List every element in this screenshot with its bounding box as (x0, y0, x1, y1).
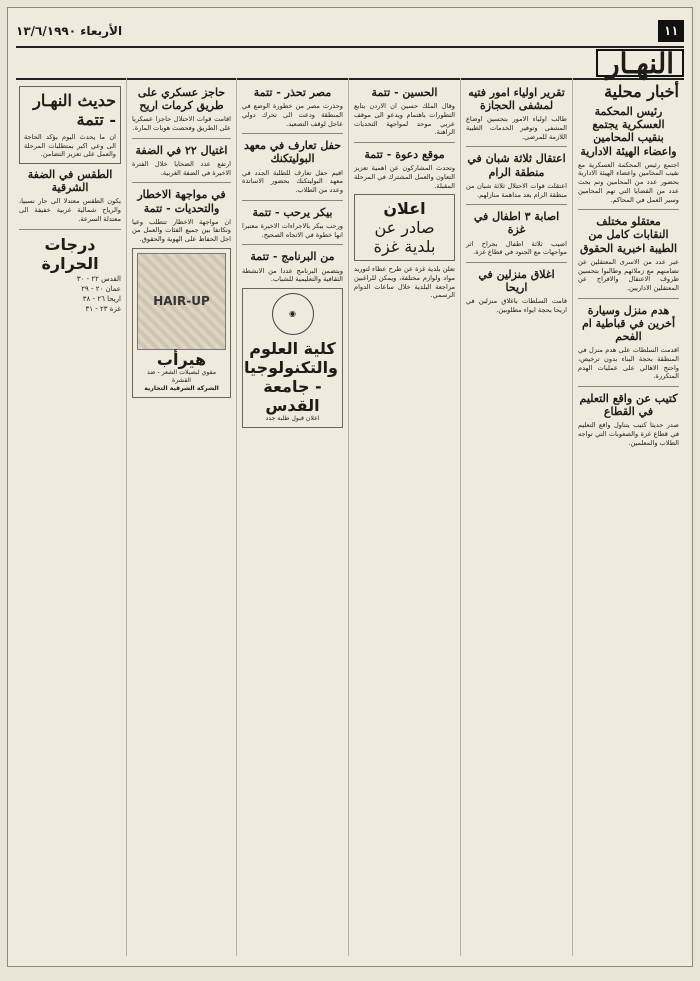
headline-4: اغلاق منزلين في اريحا (478, 268, 555, 295)
body-3: اقدمت السلطات على هدم منزل في المنطقة بحجة البناء بدون ترخيص، واحتج الاهالي على عمليات الهدم المتكررة. (578, 346, 679, 381)
divider (132, 182, 231, 183)
body-1: وقال الملك حسين ان الاردن يتابع التطورات باهتمام ويدعو الى موقف عربي موحد لمواجهة التحديات الراهنة. (354, 102, 455, 137)
divider (466, 146, 567, 147)
headline-1: تقرير اولياء امور فتيه لمشفى الحجازة (468, 86, 565, 113)
divider (242, 133, 343, 134)
brand-box (596, 46, 684, 80)
headline-3: بيكر يرحب - تتمة (252, 205, 333, 219)
body-1: طالب اولياء الامور بتحسين اوضاع المشفى وتوفير الخدمات الطبية اللازمة للمرضى. (466, 115, 567, 141)
opinion-body: ان ما يحدث اليوم يؤكد الحاجة الى وعي اكبر بمتطلبات المرحلة والعمل على تعزيز التضامن. (24, 133, 116, 159)
divider (19, 229, 121, 230)
body-3: ورحب بيكر بالاجراءات الاخيرة معتبرا انها خطوة في الاتجاه الصحيح. (242, 221, 343, 239)
body-3: تعلن بلدية غزة عن طرح عطاء لتوريد مواد ولوازم مختلفة، ويمكن للراغبين مراجعة البلدية خلال ساعات الدوام الرسمي. (354, 265, 455, 300)
temperature-item: غزة ٢٣ - ٣١ (85, 304, 121, 313)
ad-subtitle: اعلان قبول طلبة جدد (265, 414, 320, 422)
headline-1: مصر تحذر - تتمة (253, 86, 332, 99)
divider (242, 244, 343, 245)
temperature-item: اريحا ٢٦ - ٣٨ (82, 294, 121, 303)
municipality-ad (354, 194, 455, 261)
body-3: ان مواجهة الاخطار تتطلب وعيا وتكاتفا بين جميع الفئات والعمل من اجل الحفاظ على الهوية والحقوق. (132, 217, 231, 244)
headline-3: هدم منزل وسيارة أخرين في قباطية ام الفحم (581, 303, 676, 344)
divider (354, 142, 455, 143)
divider (466, 204, 567, 205)
opinion-title: حديث النهـار - تتمة (33, 91, 116, 129)
body-1: اقامت قوات الاحتلال حاجزا عسكريا على الطريق وفحصت هويات المارة. (132, 115, 231, 133)
temperature-item: عمان ٢٠ - ٢٩ (81, 284, 121, 293)
headline-2: معتقلو مختلف النقابات كامل من الطيبة اخبرية الحقوق (579, 215, 678, 255)
page-number: ١١ (658, 20, 684, 42)
divider (132, 138, 231, 139)
local-news-title: أخبار محلية (604, 82, 679, 101)
headline-3: اصابة ٣ اطفال في غزة (473, 210, 560, 237)
body-1: وحذرت مصر من خطورة الوضع في المنطقة ودعت الى تحرك دولي عاجل لوقف التصعيد. (242, 102, 343, 128)
ad-title: كلية العلوم والتكنولوجيا - جامعة القدس (244, 338, 338, 415)
body-4: صدر حديثا كتيب يتناول واقع التعليم في قطاع غزة والصعوبات التي تواجه الطلاب والمعلمين. (578, 421, 679, 447)
top-bar (16, 18, 684, 44)
newspaper-page (7, 7, 693, 967)
column-3 (348, 78, 460, 956)
ad-footer: الشركة الشرقية التجارية (144, 384, 219, 392)
headline-4: من البرنامج - تتمة (250, 250, 335, 264)
column-2 (460, 78, 572, 956)
headline-4: كتيب عن واقع التعليم في القطاع (579, 392, 678, 419)
column-5 (126, 78, 236, 956)
body-2: اقيم حفل تعارف للطلبة الجدد في معهد البوليتكنك بحضور الاساتذة وعدد من الطلاب. (242, 168, 343, 195)
column-6 (14, 78, 126, 956)
body-3: اصيب ثلاثة اطفال بجراح اثر مواجهات مع الجنود في قطاع غزة. (466, 239, 567, 257)
body-2: وتحدث المشاركون عن اهمية تعزيز التعاون والعمل المشترك في المرحلة المقبلة. (354, 164, 455, 190)
temperature-item: القدس ٢٢ - ٣٠ (76, 274, 121, 283)
headline-3: في مواجهة الاخطار والتحديات - تتمة (137, 188, 226, 215)
ad-title: اعلان (383, 199, 426, 219)
headline-2: حفل تعارف في معهد البوليتكنك (243, 139, 342, 166)
headline-1: الحسين - تتمة (371, 86, 438, 99)
body-4: ويتضمن البرنامج عددا من الانشطة الثقافية والتعليمية للشباب. (242, 266, 343, 284)
body-2: ارتفع عدد الضحايا خلال الفترة الاخيرة في الضفة الغربية. (132, 159, 231, 177)
weather-title: الطقس في الضفة الشرقية (27, 168, 113, 195)
college-ad (242, 288, 343, 428)
headline-1: رئيس المحكمة العسكرية يجتمع بنقيب المحامين واعضاء الهيئة الادارية (580, 105, 677, 158)
column-4 (236, 78, 348, 956)
divider (578, 386, 679, 387)
divider (466, 262, 567, 263)
divider (578, 298, 679, 299)
ad-title: هيرأب (156, 349, 207, 369)
headline-2: اعتقال ثلاثة شبان في منطقة الرام (467, 152, 566, 179)
masthead (16, 46, 684, 80)
opinion-box (19, 86, 121, 164)
product-image: HAIR-UP (137, 253, 226, 350)
divider (578, 209, 679, 210)
seal-icon: ◉ (272, 293, 314, 335)
headline-2: اغتيال ٢٢ في الضفة (135, 143, 228, 157)
headline-2: موقع دعوة - تتمة (364, 148, 445, 161)
hair-product-ad (132, 248, 231, 398)
brand-title: النهـار (606, 46, 674, 80)
column-local-news (572, 78, 684, 956)
headline-1: حاجز عسكري على طريق كرمات اريح (137, 86, 226, 113)
body-2: عبر عدد من الاسرى المعتقلين عن تضامنهم مع زملائهم وطالبوا بتحسين ظروف الاعتقال والافراج عن المعتقلين الاداريين. (578, 257, 679, 292)
body-2: اعتقلت قوات الاحتلال ثلاثة شبان من منطقة الرام بعد مداهمة منازلهم. (466, 181, 567, 199)
weather-body: يكون الطقس معتدلا الى حار نسبيا، والرياح شمالية غربية خفيفة الى معتدلة السرعة. (19, 197, 121, 223)
ad-subtitle: مقوي لبصيلات الشعر - ضد القشرة (146, 368, 217, 384)
body-4: قامت السلطات باغلاق منزلين في اريحا بحجة ايواء مطلوبين. (466, 297, 567, 315)
ad-subtitle: صادر عن بلدية غزة (373, 218, 436, 257)
body-1: اجتمع رئيس المحكمة العسكرية مع نقيب المحامين واعضاء الهيئة الادارية بحضور عدد من المحامين وتم بحث عدد من القضايا التي تهم المحامين وسير العمل في المحاكم. (578, 160, 679, 204)
issue-date: الأربعاء ١٣/٦/١٩٩٠ (16, 24, 123, 38)
temperature-title: درجات الحرارة (41, 234, 99, 273)
divider (242, 200, 343, 201)
